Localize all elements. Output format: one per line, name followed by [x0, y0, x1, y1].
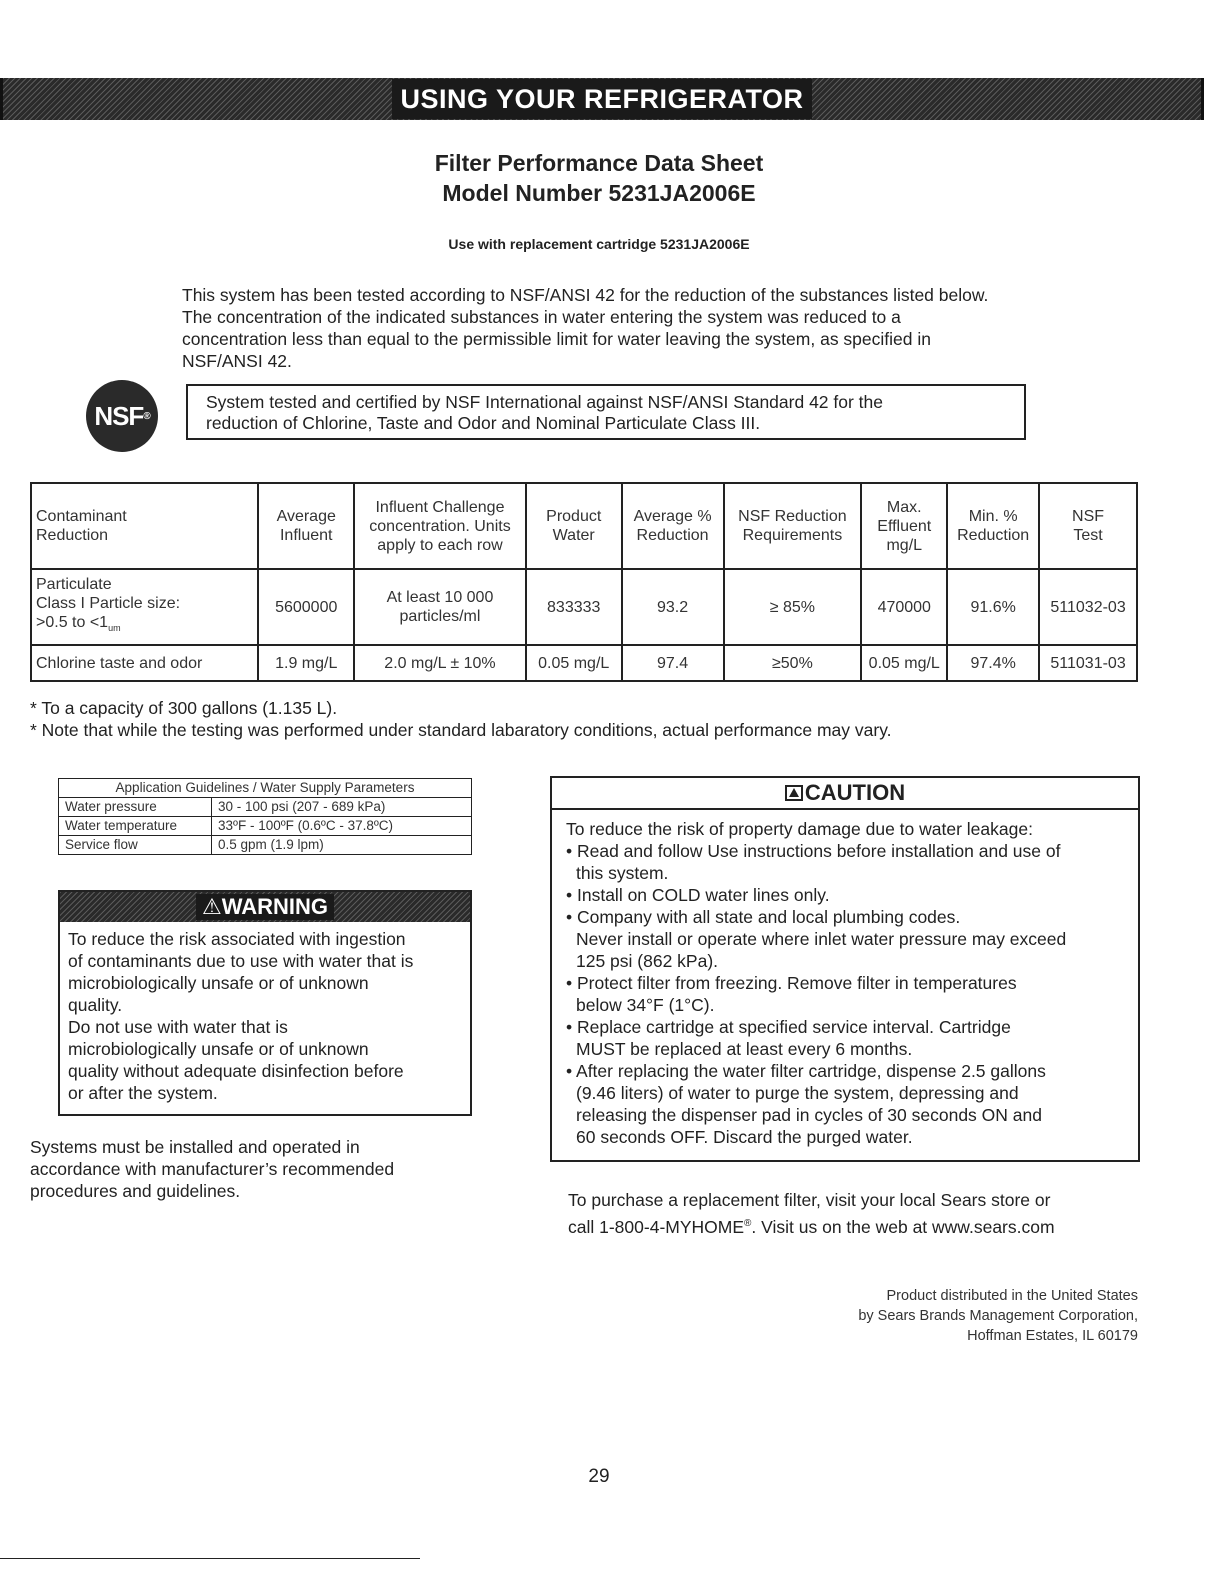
section-banner — [0, 78, 1204, 120]
page-title: Filter Performance Data Sheet — [434, 150, 764, 176]
caution-triangle-icon — [785, 785, 803, 801]
certification-line: System tested and certified by NSF International against NSF/ANSI Standard 42 for the — [206, 392, 884, 412]
warning-box — [58, 890, 472, 1116]
table-row — [59, 836, 472, 855]
cell-avg-reduction: 93.2 — [622, 569, 724, 645]
cell-product-water: 833333 — [526, 569, 622, 645]
parameter-label: Water pressure — [59, 798, 212, 817]
warning-header — [60, 892, 470, 922]
warning-title: ⚠WARNING — [196, 894, 334, 920]
caution-line: • Read and follow Use instructions before installation and use of — [566, 841, 1061, 861]
caution-line: this system. — [576, 863, 669, 883]
cell-nsf-test: 511031-03 — [1039, 645, 1137, 681]
intro-line: concentration less than equal to the permissible limit for water leaving the system, as specified in — [182, 329, 931, 349]
header-average-influent: Average Influent — [258, 483, 354, 569]
header-influent-challenge: Influent Challenge concentration. Units apply to each row — [354, 483, 526, 569]
cell-min-reduction: 91.6% — [947, 569, 1039, 645]
cell-influent: 1.9 mg/L — [258, 645, 354, 681]
cell-nsf-test: 511032-03 — [1039, 569, 1137, 645]
table-row — [59, 798, 472, 817]
performance-table — [30, 482, 1138, 682]
page-number: 29 — [588, 1466, 610, 1487]
caution-line: 125 psi (862 kPa). — [576, 951, 719, 971]
caution-line: • Company with all state and local plumbing codes. — [566, 907, 961, 927]
header-max-effluent: Max. Effluent mg/L — [861, 483, 947, 569]
installation-note: Systems must be installed and operated in accordance with manufacturer’s recommended procedures and guidelines. — [30, 1137, 395, 1201]
footnote-capacity: * To a capacity of 300 gallons (1.135 L). — [30, 698, 338, 718]
header-nsf-test: NSF Test — [1039, 483, 1137, 569]
certification-box — [186, 384, 1026, 440]
caution-line: MUST be replaced at least every 6 months. — [576, 1039, 913, 1059]
intro-line: NSF/ANSI 42. — [182, 351, 292, 371]
cell-product-water: 0.05 mg/L — [526, 645, 622, 681]
nsf-logo-text: NSF — [94, 400, 144, 431]
banner-title: USING YOUR REFRIGERATOR — [392, 79, 811, 119]
cell-max-effluent: 470000 — [861, 569, 947, 645]
table-row — [31, 645, 1137, 681]
footnote-lab-conditions: * Note that while the testing was performed under standard labaratory conditions, actual performance may vary. — [30, 720, 892, 740]
guidelines-title-row — [59, 779, 472, 798]
caution-line: 60 seconds OFF. Discard the purged water. — [576, 1127, 913, 1147]
caution-line: below 34°F (1°C). — [576, 995, 715, 1015]
cell-influent: 5600000 — [258, 569, 354, 645]
model-number: Model Number 5231JA2006E — [442, 180, 756, 206]
cell-contaminant: Particulate Class I Particle size: >0.5 to $<1_{um}$ — [31, 569, 258, 645]
caution-line: Never install or operate where inlet water pressure may exceed — [576, 929, 1067, 949]
cell-max-effluent: 0.05 mg/L — [861, 645, 947, 681]
caution-line: • Replace cartridge at specified service interval. Cartridge — [566, 1017, 1011, 1037]
intro-paragraph — [182, 284, 1122, 372]
header-average-reduction: Average % Reduction — [622, 483, 724, 569]
parameter-label: Service flow — [59, 836, 212, 855]
caution-line: (9.46 liters) of water to purge the system, depressing and — [576, 1083, 1019, 1103]
header-product-water: Product Water — [526, 483, 622, 569]
header-nsf-requirements: NSF Reduction Requirements — [724, 483, 862, 569]
parameter-value: 30 - 100 psi (207 - 689 kPa) — [212, 798, 472, 817]
warning-text: To reduce the risk associated with ingestion of contaminants due to use with water that is microbiologically unsafe or of unknown quality. Do not use with water that is microbiologically unsafe or of unknown quality without adequate disinfection before or after the system. — [68, 929, 414, 1103]
table-header-row — [31, 483, 1137, 569]
caution-line: • Protect filter from freezing. Remove filter in temperatures — [566, 973, 1017, 993]
cell-min-reduction: 97.4% — [947, 645, 1039, 681]
caution-box — [550, 776, 1140, 1162]
cell-requirement: ≥50% — [724, 645, 862, 681]
application-guidelines-table — [58, 778, 472, 855]
nsf-logo-icon — [86, 380, 158, 452]
caution-line: • After replacing the water filter cartridge, dispense 2.5 gallons — [566, 1061, 1046, 1081]
purchase-info: To purchase a replacement filter, visit your local Sears store or call 1-800-4-MYHOME®. Visit us on the web at www.sears.com — [568, 1190, 1055, 1237]
table-row — [31, 569, 1137, 645]
distributor-info: Product distributed in the United States by Sears Brands Management Corporation, Hoffman Estates, IL 60179 — [858, 1288, 1138, 1344]
intro-line: The concentration of the indicated substances in water entering the system was reduced to a — [182, 307, 901, 327]
certification-line: reduction of Chlorine, Taste and Odor and Nominal Particulate Class III. — [206, 413, 761, 433]
cell-challenge: 2.0 mg/L ± 10% — [354, 645, 526, 681]
caution-text — [552, 810, 1138, 1148]
registered-mark: ® — [143, 410, 150, 422]
table-row — [59, 817, 472, 836]
caution-line: To reduce the risk of property damage due to water leakage: — [566, 819, 1033, 839]
cell-contaminant: Chlorine taste and odor — [31, 645, 258, 681]
parameter-label: Water temperature — [59, 817, 212, 836]
parameter-value: 0.5 gpm (1.9 lpm) — [212, 836, 472, 855]
cell-avg-reduction: 97.4 — [622, 645, 724, 681]
cell-challenge: At least 10 000 particles/ml — [354, 569, 526, 645]
intro-line: This system has been tested according to NSF/ANSI 42 for the reduction of the substances listed below. — [182, 285, 989, 305]
replacement-cartridge-note: Use with replacement cartridge 5231JA2006E — [448, 236, 750, 252]
parameter-value: 33ºF - 100ºF (0.6ºC - 37.8ºC) — [212, 817, 472, 836]
footer-rule — [0, 1558, 420, 1559]
caution-line: • Install on COLD water lines only. — [566, 885, 830, 905]
guidelines-title: Application Guidelines / Water Supply Parameters — [59, 779, 472, 798]
cell-requirement: ≥ 85% — [724, 569, 862, 645]
header-min-reduction: Min. % Reduction — [947, 483, 1039, 569]
caution-header — [552, 778, 1138, 810]
caution-line: releasing the dispenser pad in cycles of 30 seconds ON and — [576, 1105, 1042, 1125]
header-contaminant: Contaminant Reduction — [31, 483, 258, 569]
caution-title: CAUTION — [804, 780, 906, 805]
